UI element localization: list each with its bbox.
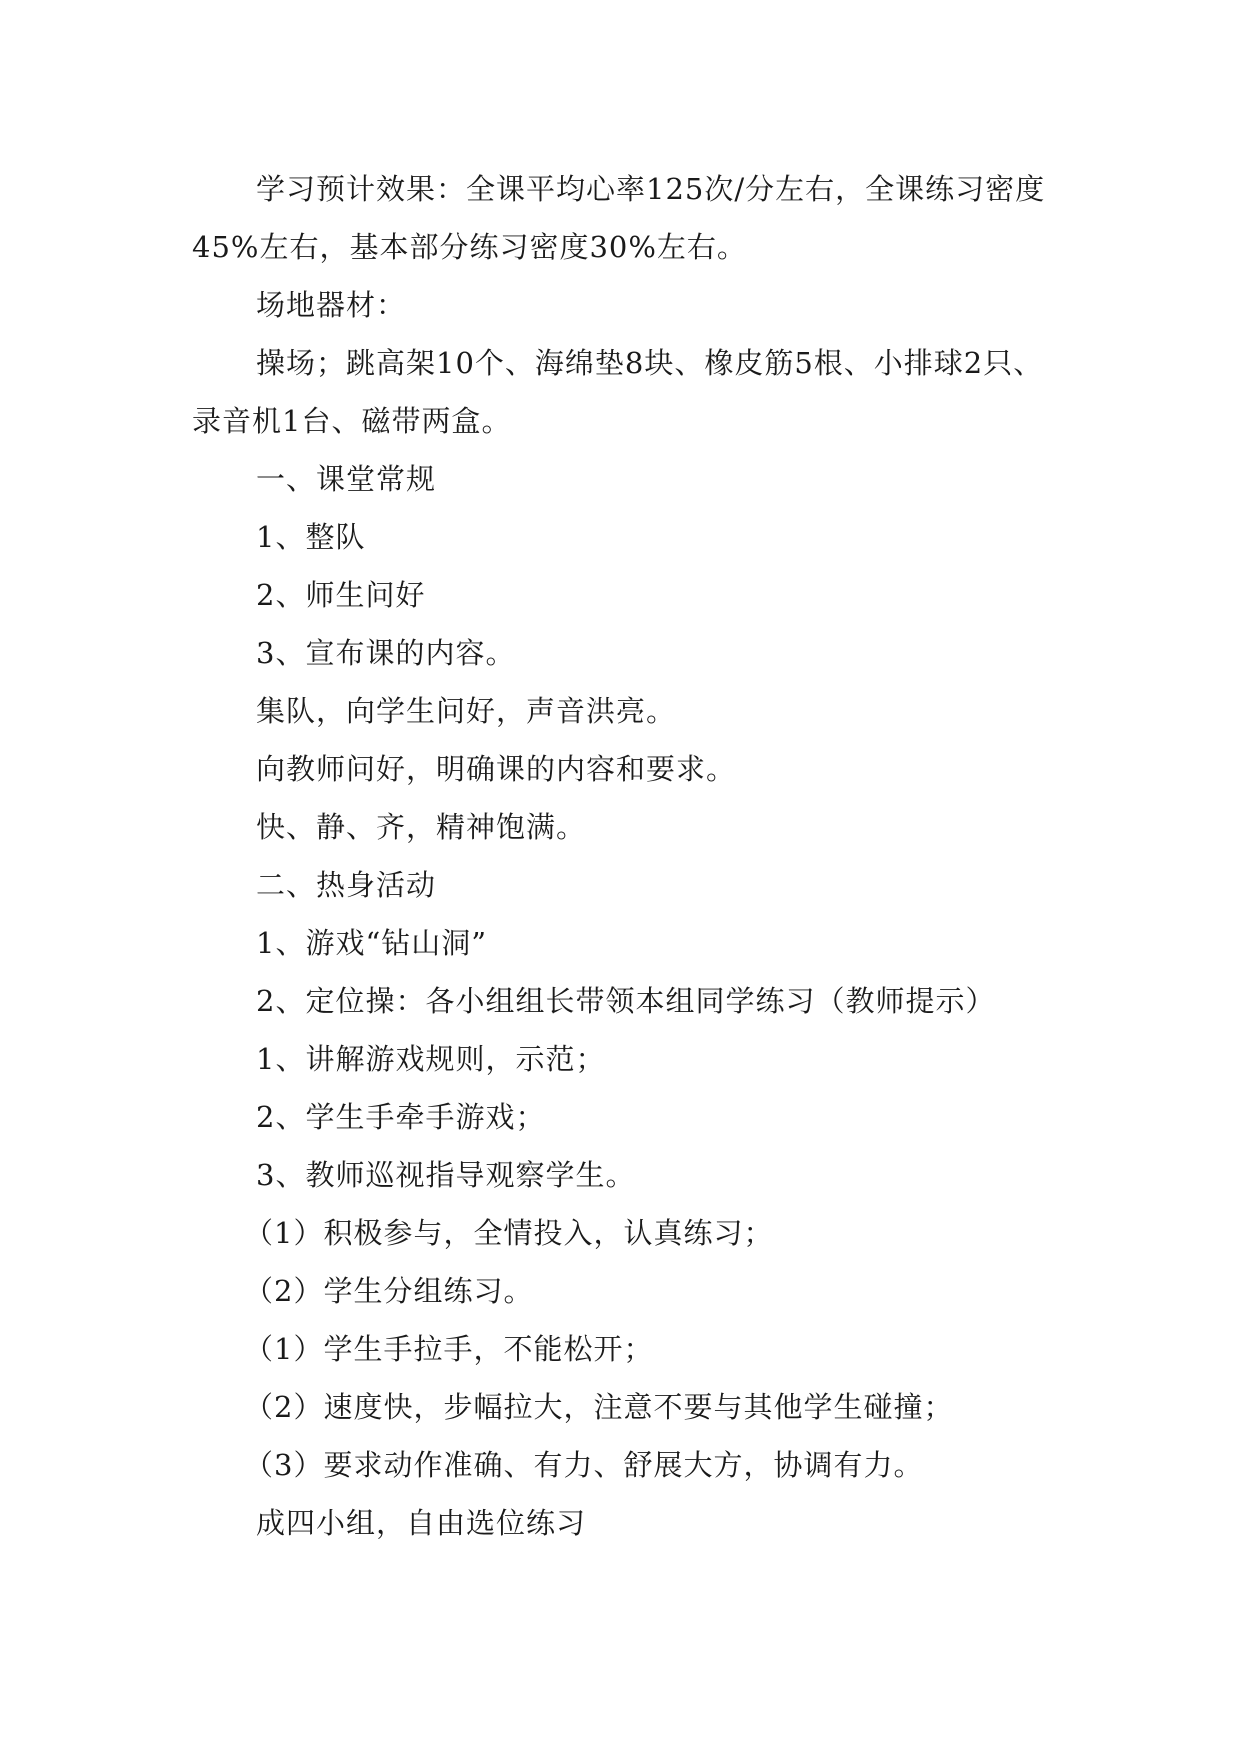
list-item: 2、师生问好 <box>256 578 426 612</box>
paragraph-venue-heading: 场地器材： <box>256 288 407 322</box>
paragraph-equipment: 操场；跳高架10个、海绵垫8块、橡皮筋5根、小排球2只、录音机1台、磁带两盒。 <box>192 346 1044 438</box>
sub-list-item: （2）速度快，步幅拉大，注意不要与其他学生碰撞； <box>244 1390 954 1424</box>
body-text <box>192 160 1072 1552</box>
paragraph-line: 向教师问好，明确课的内容和要求。 <box>256 752 737 786</box>
sub-list-item: （2）学生分组练习。 <box>244 1274 534 1308</box>
paragraph-line: 集队，向学生问好，声音洪亮。 <box>256 694 677 728</box>
paragraph-line: 快、静、齐，精神饱满。 <box>256 810 587 844</box>
sub-list-item: （1）学生手拉手，不能松开； <box>244 1332 654 1366</box>
list-item: 1、整队 <box>256 520 366 554</box>
list-item: 1、游戏“钻山洞” <box>256 926 488 960</box>
list-item: 3、教师巡视指导观察学生。 <box>256 1158 636 1192</box>
paragraph-line: 成四小组，自由选位练习 <box>256 1506 587 1540</box>
list-item: 1、讲解游戏规则，示范； <box>256 1042 606 1076</box>
section-heading-warmup: 二、热身活动 <box>256 868 437 902</box>
list-item: 3、宣布课的内容。 <box>256 636 516 670</box>
sub-list-item: （1）积极参与，全情投入，认真练习； <box>244 1216 774 1250</box>
sub-list-item: （3）要求动作准确、有力、舒展大方，协调有力。 <box>244 1448 924 1482</box>
section-heading-routine: 一、课堂常规 <box>256 462 437 496</box>
list-item: 2、定位操：各小组组长带领本组同学练习（教师提示） <box>256 984 996 1018</box>
list-item: 2、学生手牵手游戏； <box>256 1100 546 1134</box>
paragraph-learning-effect: 学习预计效果：全课平均心率125次/分左右，全课练习密度45%左右，基本部分练习密度30%左右。 <box>192 172 1046 264</box>
